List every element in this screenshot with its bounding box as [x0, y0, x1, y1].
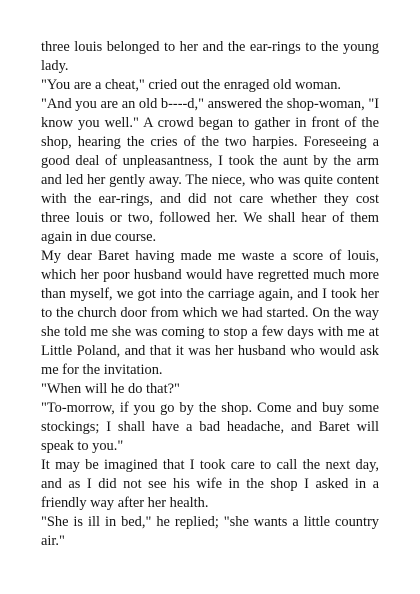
paragraph-7: It may be imagined that I took care to call the next day, and as I did not see his wife in the shop I asked in a friendly way after her health.: [41, 457, 379, 511]
paragraph-6: "To-morrow, if you go by the shop. Come and buy some stockings; I shall have a bad headache, and Baret will speak to you.": [41, 400, 379, 454]
paragraph-1: three louis belonged to her and the ear-rings to the young lady.: [41, 39, 379, 74]
paragraph-4: My dear Baret having made me waste a score of louis, which her poor husband would have regretted much more than myself, we got into the carriage again, and I took her to the church door from which we had started. On the way she told me she was coming to stop a few days with me at Little Poland, and that it was her husband who would ask me for the invitation.: [41, 248, 379, 378]
paragraph-3: "And you are an old b----d," answered the shop-woman, "I know you well." A crowd began to gather in front of the shop, hearing the cries of the two harpies. Foreseeing a good deal of unpleasantness, I took the aunt by the arm and led her gently away. The niece, who was quite content with the ear-rings, and did not care whether they cost three louis or two, followed her. We shall hear of them again in due course.: [41, 96, 379, 245]
paragraph-8: "She is ill in bed," he replied; "she wants a little country air.": [41, 514, 379, 549]
page-text: [41, 38, 379, 551]
paragraph-5: "When will he do that?": [41, 381, 180, 397]
paragraph-2: "You are a cheat," cried out the enraged old woman.: [41, 77, 341, 93]
